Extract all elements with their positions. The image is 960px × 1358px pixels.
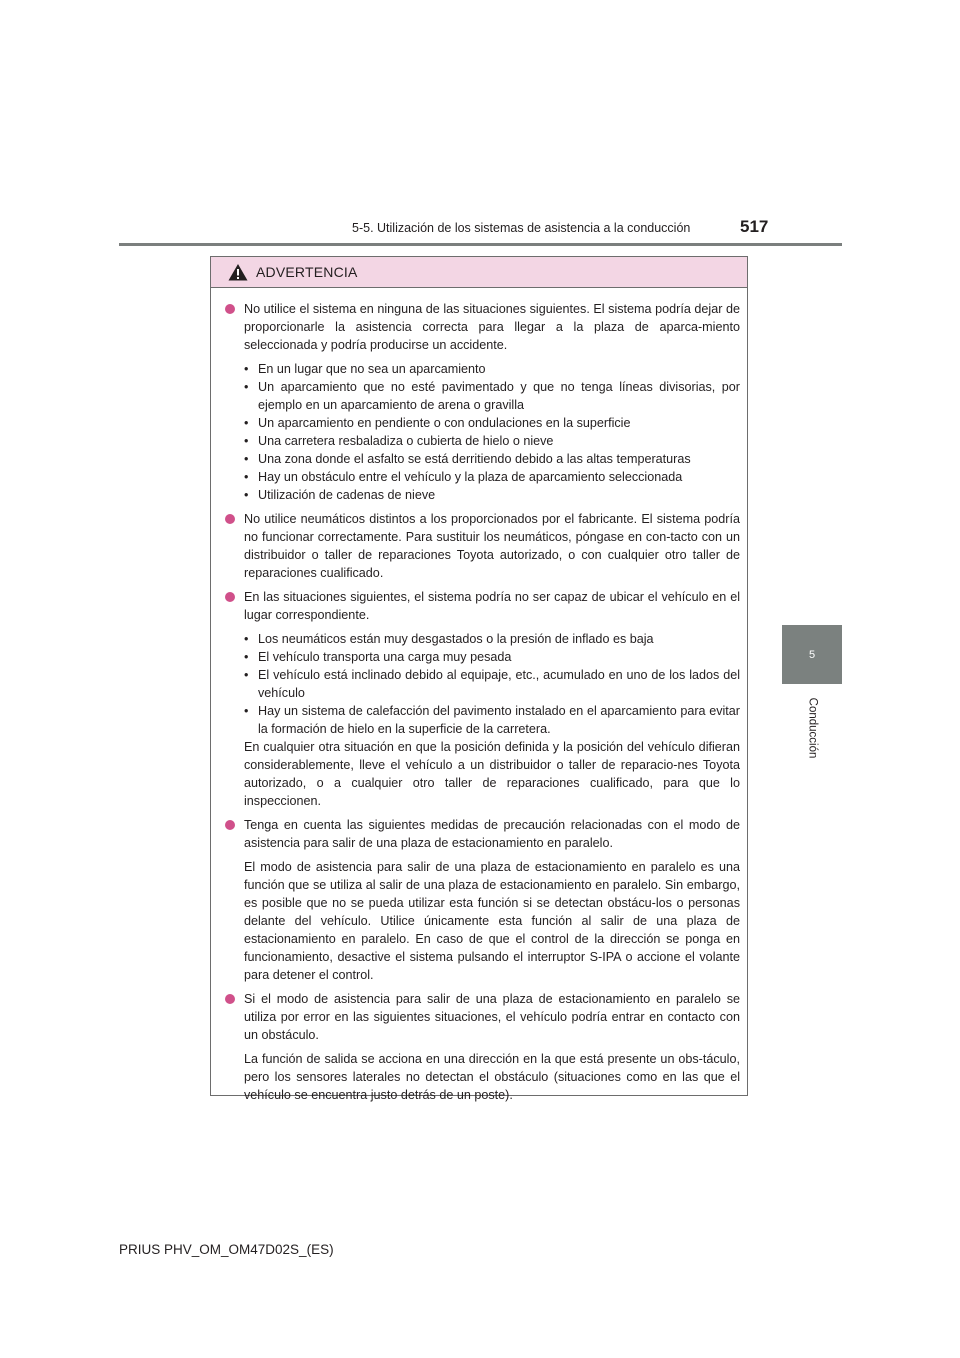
condition-list bbox=[244, 360, 740, 504]
warning-item-text: No utilice el sistema en ninguna de las situaciones siguientes. El sistema podría dejar de proporcionarle la asistencia correcta para llegar a la plaza de aparca-miento seleccionada y podría producirse un accidente. bbox=[244, 302, 740, 352]
warning-body bbox=[211, 288, 747, 1104]
bullet-dot-icon bbox=[225, 994, 235, 1004]
warning-item bbox=[225, 300, 740, 504]
list-item: • Los neumáticos están muy desgastados o la presión de inflado es baja bbox=[244, 630, 740, 648]
warning-box bbox=[210, 256, 748, 1102]
list-item: • Una zona donde el asfalto se está derritiendo debido a las altas temperaturas bbox=[244, 450, 740, 468]
chapter-number: 5 bbox=[808, 648, 816, 661]
warning-item-text: No utilice neumáticos distintos a los proporcionados por el fabricante. El sistema podría no funcionar correctamente. Para sustituir los neumáticos, póngase en con-tacto con un distribuidor o taller de reparaciones Toyota autorizado, o con cualquier otro taller de reparaciones cualificado. bbox=[244, 512, 740, 580]
warning-item-text: Si el modo de asistencia para salir de una plaza de estacionamiento en paralelo se utiliza por error en las siguientes situaciones, el vehículo podría entrar en contacto con un obstáculo. bbox=[244, 992, 740, 1042]
warning-triangle-icon bbox=[228, 263, 248, 281]
list-item: • El vehículo está inclinado debido al equipaje, etc., acumulado en uno de los lados del vehículo bbox=[244, 666, 740, 702]
bullet-dot-icon bbox=[225, 304, 235, 314]
warning-item bbox=[225, 510, 740, 582]
warning-item-text: Tenga en cuenta las siguientes medidas de precaución relacionadas con el modo de asistencia para salir de una plaza de estacionamiento en paralelo. bbox=[244, 818, 740, 850]
warning-item bbox=[225, 816, 740, 984]
list-item: • Hay un obstáculo entre el vehículo y la plaza de aparcamiento seleccionada bbox=[244, 468, 740, 486]
warning-item-note: El modo de asistencia para salir de una plaza de estacionamiento en paralelo es una función que se utiliza al salir de una plaza de estacionamiento en paralelo. Sin embargo, es posible que no se pueda utilizar esta función si se detectan obstácu-los o personas delante del vehículo. Utilice únicamente esta función al salir de una plaza de estacionamiento en paralelo. En caso de que el control de la dirección se ponga en funcionamiento, desactive el sistema pulsando el interruptor S-IPA o accione el volante para detener el control. bbox=[244, 860, 740, 982]
list-item: • Hay un sistema de calefacción del pavimento instalado en el aparcamiento para evitar la formación de hielo en la superficie de la carretera. bbox=[244, 702, 740, 738]
list-item: • El vehículo transporta una carga muy pesada bbox=[244, 648, 740, 666]
page-number: 517 bbox=[740, 217, 769, 236]
document-code: PRIUS PHV_OM_OM47D02S_(ES) bbox=[119, 1242, 334, 1257]
list-item: • En un lugar que no sea un aparcamiento bbox=[244, 360, 740, 378]
header-divider bbox=[119, 243, 842, 246]
list-item: • Utilización de cadenas de nieve bbox=[244, 486, 740, 504]
bullet-dot-icon bbox=[225, 820, 235, 830]
section-title: 5-5. Utilización de los sistemas de asistencia a la conducción bbox=[352, 221, 691, 235]
warning-title: ADVERTENCIA bbox=[256, 264, 358, 280]
warning-item-note: La función de salida se acciona en una dirección en la que está presente un obs-táculo, pero los sensores laterales no detectan el obstáculo (situaciones como en las que el vehículo se encuentra justo detrás de un poste). bbox=[244, 1052, 740, 1102]
chapter-tab[interactable] bbox=[782, 625, 842, 684]
bullet-dot-icon bbox=[225, 514, 235, 524]
warning-item-note: En cualquier otra situación en que la posición definida y la posición del vehículo difieran considerablemente, lleve el vehículo a un distribuidor o taller de reparacio-nes Toyota autorizado, o a cualquier otro taller de reparaciones cualificado, para que lo inspeccionen. bbox=[244, 740, 740, 808]
warning-header bbox=[211, 257, 747, 288]
chapter-label-text: Conducción bbox=[806, 697, 819, 759]
list-item: • Una carretera resbaladiza o cubierta de hielo o nieve bbox=[244, 432, 740, 450]
warning-item bbox=[225, 990, 740, 1104]
chapter-label bbox=[782, 688, 842, 768]
condition-list bbox=[244, 630, 740, 738]
warning-item-text: En las situaciones siguientes, el sistema podría no ser capaz de ubicar el vehículo en el lugar correspondiente. bbox=[244, 590, 740, 622]
bullet-dot-icon bbox=[225, 592, 235, 602]
warning-item bbox=[225, 588, 740, 810]
list-item: • Un aparcamiento que no esté pavimentado y que no tenga líneas divisorias, por ejemplo en un aparcamiento de arena o gravilla bbox=[244, 378, 740, 414]
list-item: • Un aparcamiento en pendiente o con ondulaciones en la superficie bbox=[244, 414, 740, 432]
